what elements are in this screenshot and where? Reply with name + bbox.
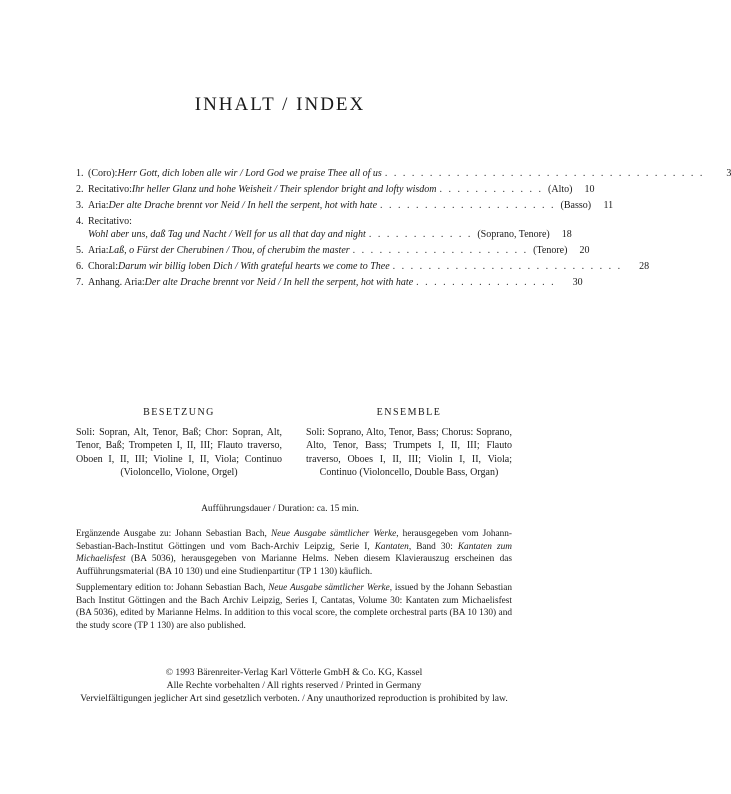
toc-title: Der alte Drache brennt vor Neid / In hell the serpent, hot with hate <box>108 200 378 211</box>
toc-number: 5. <box>76 245 84 256</box>
table-of-contents <box>76 168 731 293</box>
toc-leader: . . . . . . . . . . . . . . . . . . . . <box>352 245 529 256</box>
instrumentation-section <box>76 406 512 479</box>
toc-movement-type: Choral: <box>88 261 118 272</box>
edition-note-text: , herausgegeben vom Johann-Sebastian-Bach-Institut Göttingen und vom Bach-Archiv Leipzig, Serie I, <box>76 529 513 552</box>
toc-entry-4 <box>76 216 572 245</box>
toc-entry-2 <box>76 184 595 200</box>
toc-page: 20 <box>579 245 590 256</box>
edition-note-text: Supplementary edition to: Johann Sebastian Bach, <box>76 583 269 593</box>
ensemble-column <box>306 406 512 479</box>
copyright-line: © 1993 Bärenreiter-Verlag Karl Vötterle GmbH & Co. KG, Kassel <box>165 667 423 678</box>
toc-leader: . . . . . . . . . . . . . . . . <box>416 277 556 288</box>
toc-movement-type: Recitativo: <box>88 184 132 195</box>
ensemble-text: Soli: Soprano, Alto, Tenor, Bass; Chorus: Soprano, Alto, Tenor, Bass; Trumpets I, II, III; Flauto traverso, Oboes I, II, III; Violin I, II, Viola; Continuo (Violoncello, Double Bass, Organ) <box>306 427 512 478</box>
page-title: INHALT / INDEX <box>194 94 366 115</box>
ensemble-heading: ENSEMBLE <box>376 407 442 418</box>
toc-number: 7. <box>76 277 84 288</box>
toc-leader: . . . . . . . . . . . . <box>368 229 473 240</box>
toc-leader: . . . . . . . . . . . . . . . . . . . . . . . . . . . . . . . . . . . . <box>384 168 705 179</box>
toc-entry-6 <box>76 261 650 277</box>
toc-page: 28 <box>639 261 650 272</box>
toc-voice: (Soprano, Tenore) <box>477 229 550 240</box>
toc-page: 18 <box>561 229 572 240</box>
besetzung-column <box>76 406 282 479</box>
toc-voice: (Alto) <box>548 184 573 195</box>
toc-page: 10 <box>584 184 595 195</box>
toc-number: 2. <box>76 184 84 195</box>
rights-line: Alle Rechte vorbehalten / All rights reserved / Printed in Germany <box>166 680 422 691</box>
copyright-footer <box>76 666 512 705</box>
toc-page: 30 <box>572 277 583 288</box>
edition-note-italic: Neue Ausgabe sämtlicher Werke <box>270 529 397 539</box>
toc-title: Herr Gott, dich loben alle wir / Lord God we praise Thee all of us <box>117 168 382 179</box>
toc-number: 3. <box>76 200 84 211</box>
reproduction-line: Vervielfältigungen jeglicher Art sind gesetzlich verboten. / Any unauthorized reproduction is prohibited by law. <box>80 693 508 704</box>
edition-note-german <box>76 528 512 578</box>
toc-title: Wohl aber uns, daß Tag und Nacht / Well for us all that day and night <box>88 229 366 240</box>
toc-title: Ihr heller Glanz und hohe Weisheit / Their splendor bright and lofty wisdom <box>131 184 437 195</box>
toc-entry-5 <box>76 245 590 261</box>
toc-voice: (Basso) <box>560 200 592 211</box>
toc-number: 1. <box>76 168 84 179</box>
toc-leader: . . . . . . . . . . . . . . . . . . . . <box>380 200 556 211</box>
toc-entry-7 <box>76 277 583 293</box>
toc-title: Laß, o Fürst der Cherubinen / Thou, of cherubim the master <box>108 245 350 256</box>
toc-number: 4. <box>76 216 84 227</box>
duration-note: Aufführungsdauer / Duration: ca. 15 min. <box>201 504 359 514</box>
toc-movement-type: Recitativo: <box>88 216 132 227</box>
toc-entry-3 <box>76 200 614 216</box>
toc-page: 3 <box>726 168 731 179</box>
toc-title: Der alte Drache brennt vor Neid / In hell the serpent, hot with hate <box>144 277 414 288</box>
toc-entry-1 <box>76 168 731 184</box>
toc-movement-type: Aria: <box>88 200 109 211</box>
edition-note-italic: Neue Ausgabe sämtlicher Werke <box>268 583 390 593</box>
besetzung-heading: BESETZUNG <box>143 407 215 418</box>
toc-voice: (Tenore) <box>533 245 568 256</box>
toc-movement-type: Aria: <box>88 245 109 256</box>
toc-page: 11 <box>603 200 614 211</box>
besetzung-text: Soli: Sopran, Alt, Tenor, Baß; Chor: Sopran, Alt, Tenor, Baß; Trompeten I, II, III; Flauto traverso, Oboen I, II, III; Violine I, II, Viola; Continuo (Violoncello, Violone, Orgel) <box>76 427 282 478</box>
toc-leader: . . . . . . . . . . . . . . . . . . . . . . . . . . <box>392 261 623 272</box>
edition-note-text: , Band 30: <box>408 541 458 552</box>
edition-note-english <box>76 582 512 632</box>
edition-note-text: (BA 5036), herausgegeben von Marianne Helms. Neben diesem Klavierauszug erscheinen das Aufführungsmaterial (BA 10 130) und eine Studienpartitur (TP 1 130) käuflich. <box>76 554 512 577</box>
edition-note-text: , issued by the Johann Sebastian Bach Institut Göttingen and the Bach Archiv Leipzig, Series I, Cantatas, Volume 30: Kantaten zum Michaelisfest (BA 5036), edited by Marianne Helms. In addition to this vocal score, the complete orchestral parts (BA 10 130) and the study score (TP 1 130) are also published. <box>76 583 512 631</box>
edition-note-italic: Kantaten zum Michaelisfest <box>76 541 512 565</box>
toc-number: 6. <box>76 261 84 272</box>
edition-note-text: Ergänzende Ausgabe zu: Johann Sebastian Bach, <box>76 529 271 539</box>
toc-movement-type: (Coro): <box>88 168 118 179</box>
toc-title: Darum wir billig loben Dich / With grateful hearts we come to Thee <box>118 261 390 272</box>
toc-movement-type: Anhang. Aria: <box>88 277 145 288</box>
edition-note-italic: Kantaten <box>374 541 409 552</box>
toc-leader: . . . . . . . . . . . . <box>439 184 544 195</box>
